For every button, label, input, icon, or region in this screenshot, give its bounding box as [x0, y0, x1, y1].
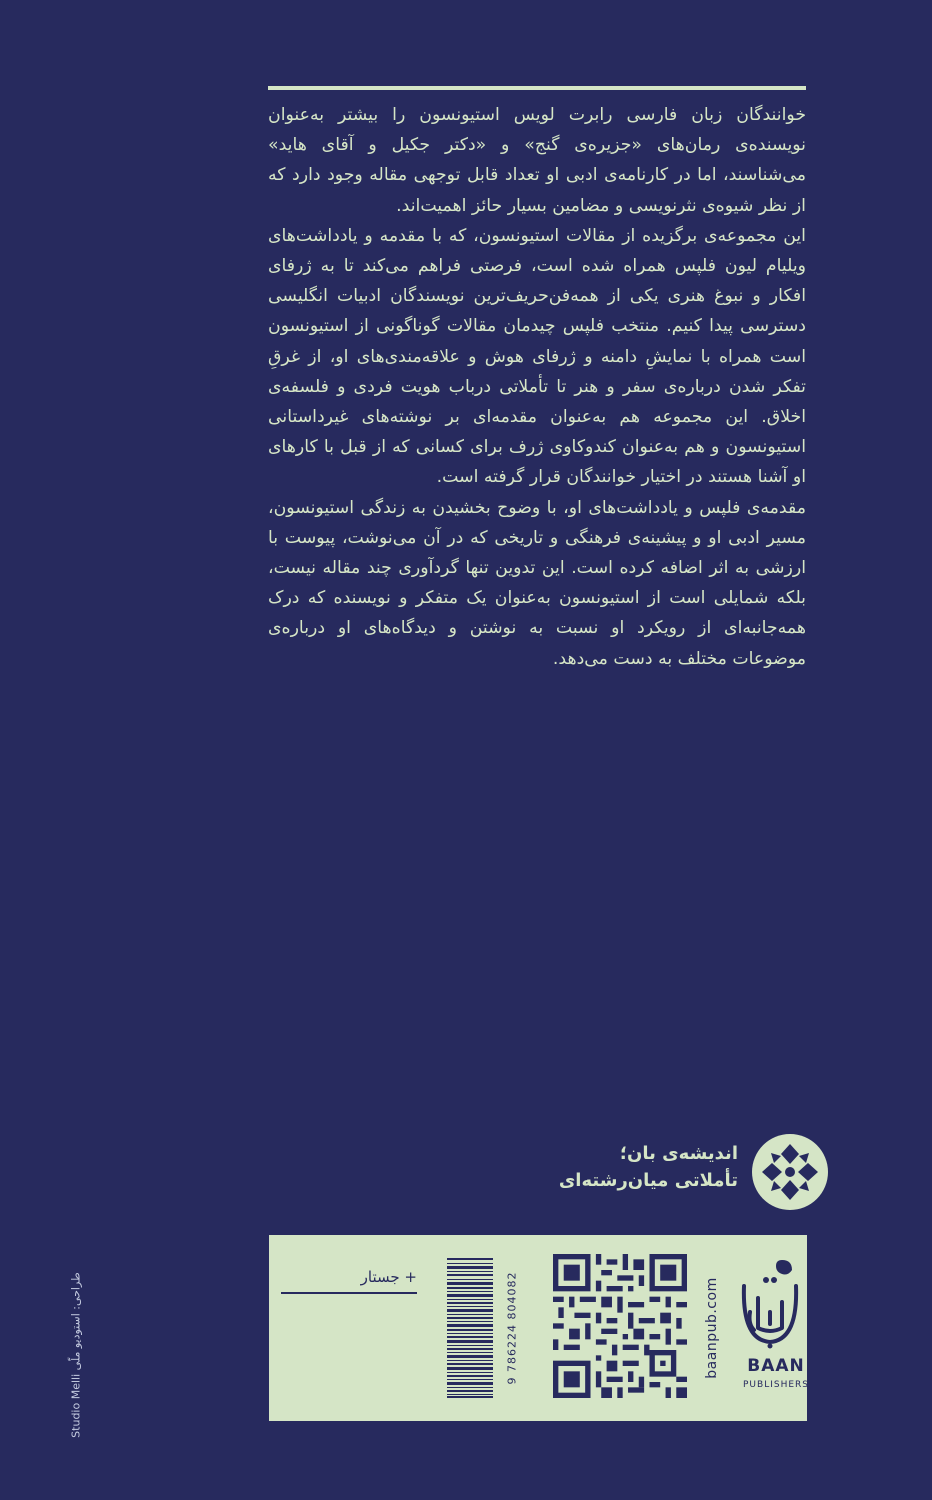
website-text[interactable]: baanpub.com [704, 1277, 720, 1379]
series-title [558, 1140, 738, 1194]
back-cover-blurb [268, 100, 806, 674]
designer-credit-text: Studio Melli طراحی: استودیو ملّی [69, 1272, 83, 1438]
isbn-number [502, 1258, 522, 1398]
series-title-line-2: تأملاتی میان‌رشته‌ای [558, 1170, 738, 1191]
publisher-name: BAAN [747, 1356, 805, 1376]
price-rule [281, 1292, 417, 1294]
publisher-subtitle: PUBLISHERS [743, 1380, 809, 1390]
publisher-website[interactable] [700, 1258, 724, 1398]
blurb-paragraph: مقدمه‌ی فلپس و یادداشت‌های او، با وضوح بخشیدن به زندگی استیونسون، مسیر ادبی او و پیشینه‌ی فرهنگی و تاریخی که در آن می‌نوشت، پیوست با ارزشی به اثر اضافه کرده است. این تدوین تنها گردآوری چند مقاله نیست، بلکه شمایلی است از استیونسون به‌عنوان یک متفکر و نویسنده که درک همه‌جانبه‌ای از رویکرد او نسبت به نوشتن و دیدگاه‌های او درباره‌ی موضوعات مختلف به دست می‌دهد. [268, 497, 806, 669]
qr-code [553, 1254, 687, 1398]
isbn-digits: 9 786224 804082 [505, 1271, 519, 1385]
blurb-paragraph: خوانندگان زبان فارسی رابرت لویس استیونسون را بیشتر به‌عنوان نویسنده‌ی رمان‌های «جزیره‌ی گنج» و «دکتر جکیل و آقای هاید» می‌شناسند، اما در کارنامه‌ی ادبی او تعداد قابل توجهی مقاله وجود دارد که از نظر شیوه‌ی نثرنویسی و مضامین بسیار حائز اهمیت‌اند. [268, 105, 806, 216]
category-label: + جستار [360, 1268, 417, 1286]
designer-credit [56, 1245, 96, 1465]
series-title-line-1: اندیشه‌ی بان؛ [619, 1143, 738, 1164]
publisher-logo-icon [738, 1252, 802, 1352]
series-emblem-icon [750, 1132, 830, 1212]
barcode [447, 1258, 493, 1398]
top-rule [268, 86, 806, 90]
barcode-panel [269, 1235, 807, 1421]
blurb-paragraph: این مجموعه‌ی برگزیده از مقالات استیونسون، که با مقدمه و یادداشت‌های ویلیام لیون فلپس همراه شده است، فرصتی فراهم می‌کند تا به ژرفای افکار و نبوغ هنری یکی از همه‌فن‌حریف‌ترین نویسندگان ادبیات انگلیسی دسترسی پیدا کنیم. منتخب فلپس چیدمان مقالات گوناگونی از استیونسون است همراه با نمایشِ دامنه و ژرفای هوش و علاقه‌مندی‌های او، از غرقِ تفکر شدن درباره‌ی سفر و هنر تا تأملاتی درباب هویت فردی و فلسفه‌ی اخلاق. این مجموعه هم به‌عنوان مقدمه‌ای بر نوشته‌های غیرداستانی استیونسون و هم به‌عنوان کندوکاوی ژرف برای کسانی که از قبل با کارهای او آشنا هستند در اختیار خوانندگان قرار گرفته است. [268, 225, 806, 488]
